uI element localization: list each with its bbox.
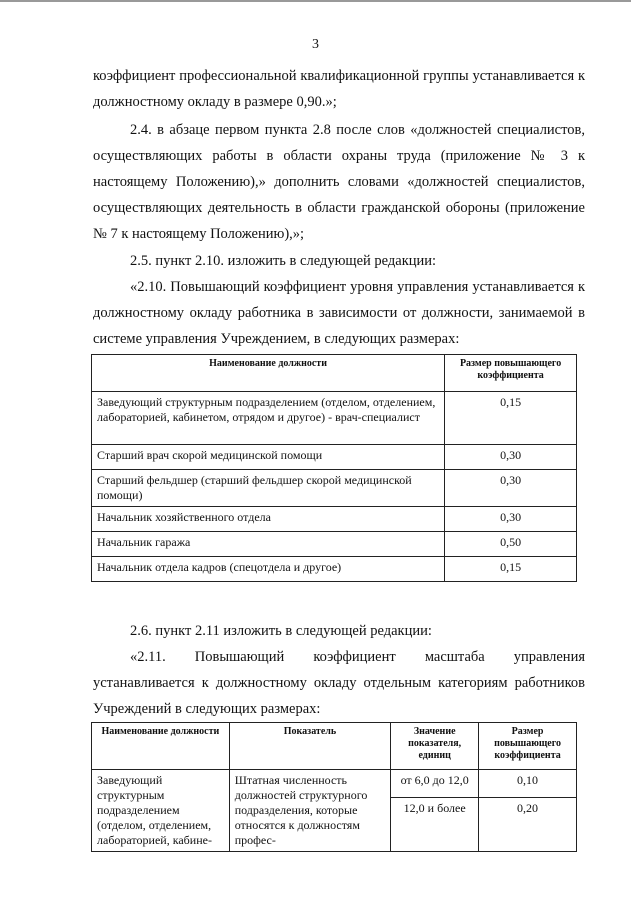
- cell-coefficient: 0,30: [445, 507, 577, 532]
- paragraph-2-6: 2.6. пункт 2.11 изложить в следующей редакции:: [130, 623, 432, 639]
- paragraph-continuation: коэффициент профессиональной квалификационной группы устанавливается к должностному окладу в размере 0,90.»;: [93, 68, 585, 110]
- table-header-row: [92, 723, 577, 770]
- cell-coefficient: 0,30: [445, 470, 577, 507]
- table-row: [92, 445, 577, 470]
- coefficient-table-management-scale: [91, 722, 577, 852]
- header-coefficient: Размер повышающего коэффициента: [479, 723, 577, 770]
- paragraph-2-11: «2.11. Повышающий коэффициент масштаба управления устанавливается к должностному окладу отдельным категориям работников Учреждений в следующих размерах:: [93, 649, 585, 717]
- cell-coefficient: 0,30: [445, 445, 577, 470]
- header-value: Значение показателя, единиц: [391, 723, 479, 770]
- header-coefficient: Размер повышающего коэффициента: [445, 355, 577, 392]
- table-row: [92, 392, 577, 445]
- scan-edge-line: [0, 0, 631, 2]
- cell-position: Старший фельдшер (старший фельдшер скорой медицинской помощи): [92, 470, 445, 507]
- cell-position: Начальник отдела кадров (спецотдела и другое): [92, 557, 445, 582]
- header-position: Наименование должности: [92, 723, 230, 770]
- table-row: [92, 532, 577, 557]
- table-header-row: [92, 355, 577, 392]
- cell-coefficient: 0,15: [445, 557, 577, 582]
- cell-coefficient: 0,50: [445, 532, 577, 557]
- cell-position: Начальник гаража: [92, 532, 445, 557]
- cell-position: Старший врач скорой медицинской помощи: [92, 445, 445, 470]
- cell-position: Заведующий структурным подразделением (отделом, отделением, лабораторией, кабинетом, отрядом и другое) - врач-специалист: [92, 392, 445, 445]
- page-number: 3: [312, 37, 319, 52]
- header-position: Наименование должности: [92, 355, 445, 392]
- cell-value: от 6,0 до 12,0: [391, 770, 479, 798]
- table-row: [92, 557, 577, 582]
- table-row: [92, 470, 577, 507]
- table-row: [92, 507, 577, 532]
- coefficient-table-management-level: [91, 354, 577, 582]
- table-row: [92, 770, 577, 798]
- paragraph-2-10: «2.10. Повышающий коэффициент уровня управления устанавливается к должностному окладу работника в зависимости от должности, занимаемой в системе управления Учреждением, в следующих размерах:: [93, 279, 585, 347]
- header-indicator: Показатель: [229, 723, 391, 770]
- cell-position: Заведующий структурным подразделением (отделом, отделением, лабораторией, кабине-: [92, 770, 230, 852]
- cell-coefficient: 0,15: [445, 392, 577, 445]
- cell-coefficient: 0,20: [479, 798, 577, 852]
- paragraph-2-4: 2.4. в абзаце первом пункта 2.8 после слов «должностей специалистов, осуществляющих работы в области охраны труда (приложение № 3 к настоящему Положению),» дополнить словами «должностей специалистов, осуществляющих деятельность в области гражданской обороны (приложение № 7 к настоящему Положению),»;: [93, 122, 585, 242]
- cell-value: 12,0 и более: [391, 798, 479, 852]
- paragraph-2-5: 2.5. пункт 2.10. изложить в следующей редакции:: [130, 253, 437, 269]
- cell-coefficient: 0,10: [479, 770, 577, 798]
- cell-position: Начальник хозяйственного отдела: [92, 507, 445, 532]
- cell-indicator: Штатная численность должностей структурного подразделения, которые относятся к должностям профес-: [229, 770, 391, 852]
